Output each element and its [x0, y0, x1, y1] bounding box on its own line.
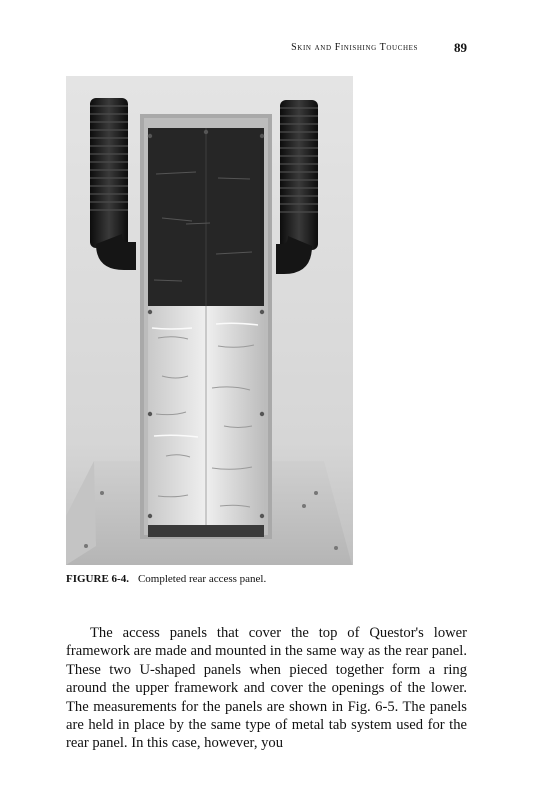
running-header	[0, 40, 533, 60]
figure-caption	[66, 573, 466, 585]
figure-label: FIGURE 6-4.	[66, 573, 129, 585]
running-title: Skin and Finishing Touches	[291, 42, 418, 53]
body-paragraph: The access panels that cover the top of Questor's lower framework are made and mounted in the same way as the rear panel. These two U-shaped panels when pieced together form a ring around the upper framework and cover the openings of the lower. The measurements for the panels are shown in Fig. 6-5. The panels are held in place by the same type of metal tab system used for the rear panel. In this case, however, you	[66, 625, 467, 752]
page-number: 89	[454, 40, 467, 55]
rear-access-panel-photo	[66, 76, 353, 565]
bottom-strip	[148, 525, 264, 537]
figure-caption-text: Completed rear access panel.	[137, 573, 267, 585]
figure-photo	[66, 76, 353, 565]
right-hose	[276, 100, 318, 274]
